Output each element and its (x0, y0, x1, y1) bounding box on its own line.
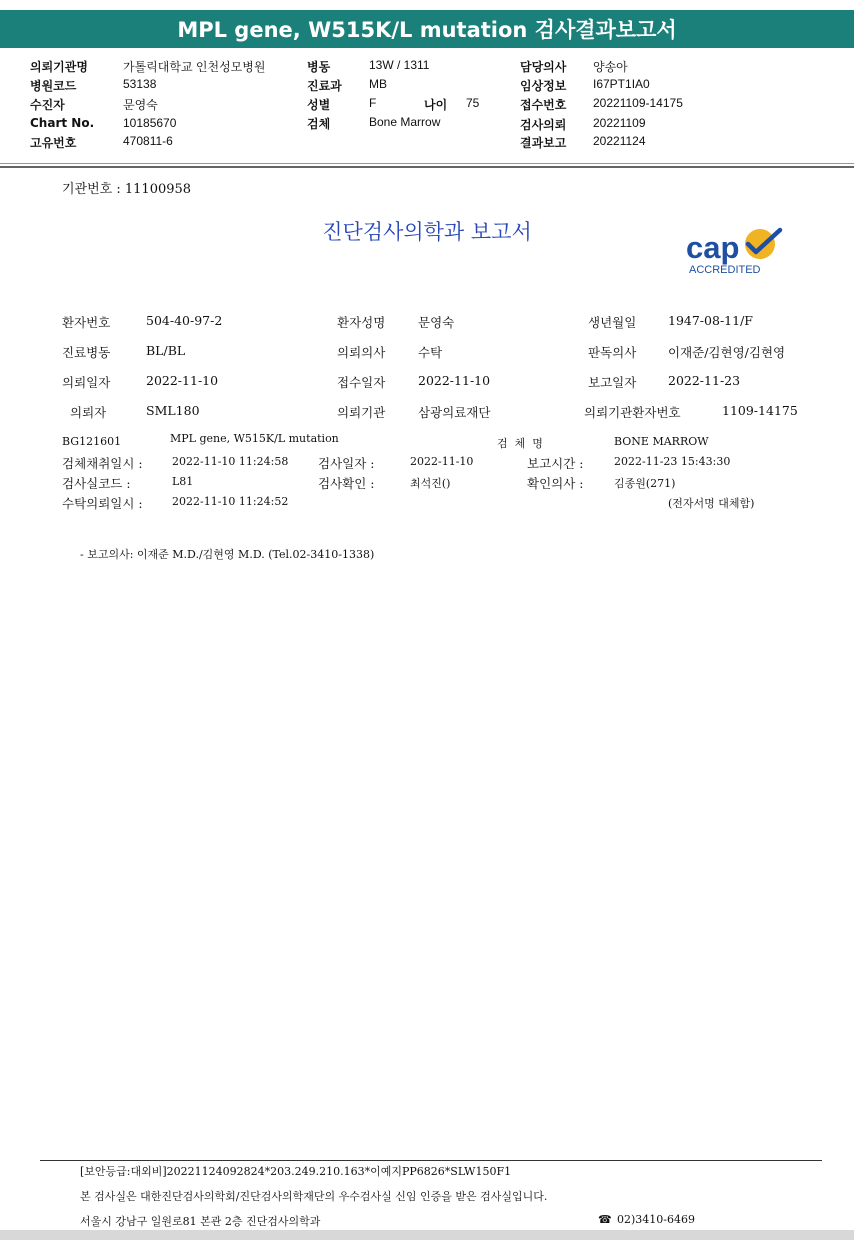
security-line: [보안등급:대외비]20221124092824*203.249.210.163*이예지PP6826*SLW150F1 (80, 1165, 512, 1178)
header-value: 470811-6 (123, 134, 173, 148)
header-label: 의뢰기관명 (30, 60, 88, 74)
testdate-label: 검사일자 : (318, 456, 375, 471)
patient-label: 생년월일 (588, 315, 637, 330)
patient-label: 의뢰기관 (337, 405, 386, 420)
patient-label: 의뢰일자 (62, 375, 111, 390)
patient-label: 환자번호 (62, 315, 111, 330)
header-label: 병원코드 (30, 79, 77, 93)
confirmdoc-value: 김종원(271) (614, 477, 676, 490)
patient-value: 1109-14175 (722, 403, 798, 418)
header-value: 75 (466, 96, 480, 110)
cap-logo-word: cap (686, 230, 740, 265)
patient-value: 삼광의료재단 (418, 405, 491, 420)
header-value: F (369, 96, 377, 110)
patient-value: 이재준/김현영/김현영 (668, 345, 786, 360)
patient-label: 의뢰기관환자번호 (584, 405, 681, 420)
labcode-label: 검사실코드 : (62, 476, 131, 491)
collect-label: 검체채취일시 : (62, 456, 143, 471)
reporting-doctor: - 보고의사: 이재준 M.D./김현영 M.D. (Tel.02-3410-1338) (80, 548, 375, 561)
report-title: 진단검사의학과 보고서 (322, 220, 532, 244)
header-label: 성별 (307, 98, 331, 112)
header-value: I67PT1IA0 (593, 77, 650, 91)
header-label: 결과보고 (520, 136, 567, 150)
header-label: 병동 (307, 60, 331, 74)
specimen-label: 검 체 명 (497, 437, 543, 450)
header-label: 고유번호 (30, 136, 77, 150)
phone-icon: ☎ (598, 1213, 612, 1226)
request-label: 수탁의뢰일시 : (62, 496, 143, 511)
labcode-value: L81 (172, 475, 194, 488)
header-label: 나이 (424, 98, 448, 112)
header-value: MB (369, 77, 387, 91)
patient-value: 2022-11-10 (146, 373, 219, 388)
header-value: 가톨릭대학교 인천성모병원 (123, 60, 266, 74)
patient-label: 진료병동 (62, 345, 111, 360)
certification-note: 본 검사실은 대한진단검사의학회/진단검사의학재단의 우수검사실 신임 인증을 받은 검사실입니다. (80, 1190, 548, 1203)
patient-label: 의뢰자 (70, 405, 107, 420)
header-value: 53138 (123, 77, 157, 91)
patient-label: 환자성명 (337, 315, 386, 330)
patient-value: SML180 (146, 403, 200, 418)
patient-value: 수탁 (418, 345, 443, 360)
header-label: 검사의뢰 (520, 118, 567, 132)
header-label: 접수번호 (520, 98, 567, 112)
bottom-bar (0, 1230, 854, 1240)
cap-logo-graphic (684, 226, 794, 282)
institution-number: 기관번호 : 11100958 (62, 182, 192, 197)
reporttime-label: 보고시간 : (527, 456, 584, 471)
header-divider (0, 166, 854, 168)
header-label: 담당의사 (520, 60, 567, 74)
patient-value: BL/BL (146, 343, 186, 358)
collect-value: 2022-11-10 11:24:58 (172, 455, 289, 468)
patient-label: 보고일자 (588, 375, 637, 390)
header-value: 20221109 (593, 116, 646, 130)
request-value: 2022-11-10 11:24:52 (172, 495, 289, 508)
lab-address: 서울시 강남구 일원로81 본관 2층 진단검사의학과 (80, 1215, 321, 1228)
cap-accredited-logo (684, 226, 794, 282)
cap-logo-sub: ACCREDITED (689, 264, 761, 276)
header-label: 수진자 (30, 98, 65, 112)
header-value: 10185670 (123, 116, 177, 130)
reporttime-value: 2022-11-23 15:43:30 (614, 455, 731, 468)
lab-phone: 02)3410-6469 (617, 1213, 695, 1226)
patient-value: 2022-11-23 (668, 373, 741, 388)
header-value: 13W / 1311 (369, 58, 430, 72)
header-value: Bone Marrow (369, 115, 441, 129)
patient-value: 문영숙 (418, 315, 455, 330)
esign-note: (전자서명 대체함) (668, 497, 755, 510)
header-divider (0, 163, 854, 164)
header-label: 검체 (307, 117, 331, 131)
report-title-bar (0, 10, 854, 48)
confirmdoc-label: 확인의사 : (527, 476, 584, 491)
header-value: 양송아 (593, 60, 628, 74)
patient-label: 의뢰의사 (337, 345, 386, 360)
confirm-label: 검사확인 : (318, 476, 375, 491)
test-code: BG121601 (62, 435, 122, 448)
patient-label: 판독의사 (588, 345, 637, 360)
patient-value: 504-40-97-2 (146, 313, 223, 328)
header-label: 임상정보 (520, 79, 567, 93)
testdate-value: 2022-11-10 (410, 455, 474, 468)
patient-value: 2022-11-10 (418, 373, 491, 388)
header-label: Chart No. (30, 116, 95, 130)
confirm-value: 최석진() (410, 477, 451, 490)
test-name: MPL gene, W515K/L mutation (170, 432, 339, 445)
header-label: 진료과 (307, 79, 342, 93)
footer-divider (40, 1160, 822, 1161)
report-header-title: MPL gene, W515K/L mutation 검사결과보고서 (177, 18, 677, 42)
specimen-value: BONE MARROW (614, 435, 709, 448)
header-value: 20221124 (593, 134, 646, 148)
patient-value: 1947-08-11/F (668, 313, 753, 328)
header-value: 20221109-14175 (593, 96, 683, 110)
patient-label: 접수일자 (337, 375, 386, 390)
header-value: 문영숙 (123, 98, 158, 112)
